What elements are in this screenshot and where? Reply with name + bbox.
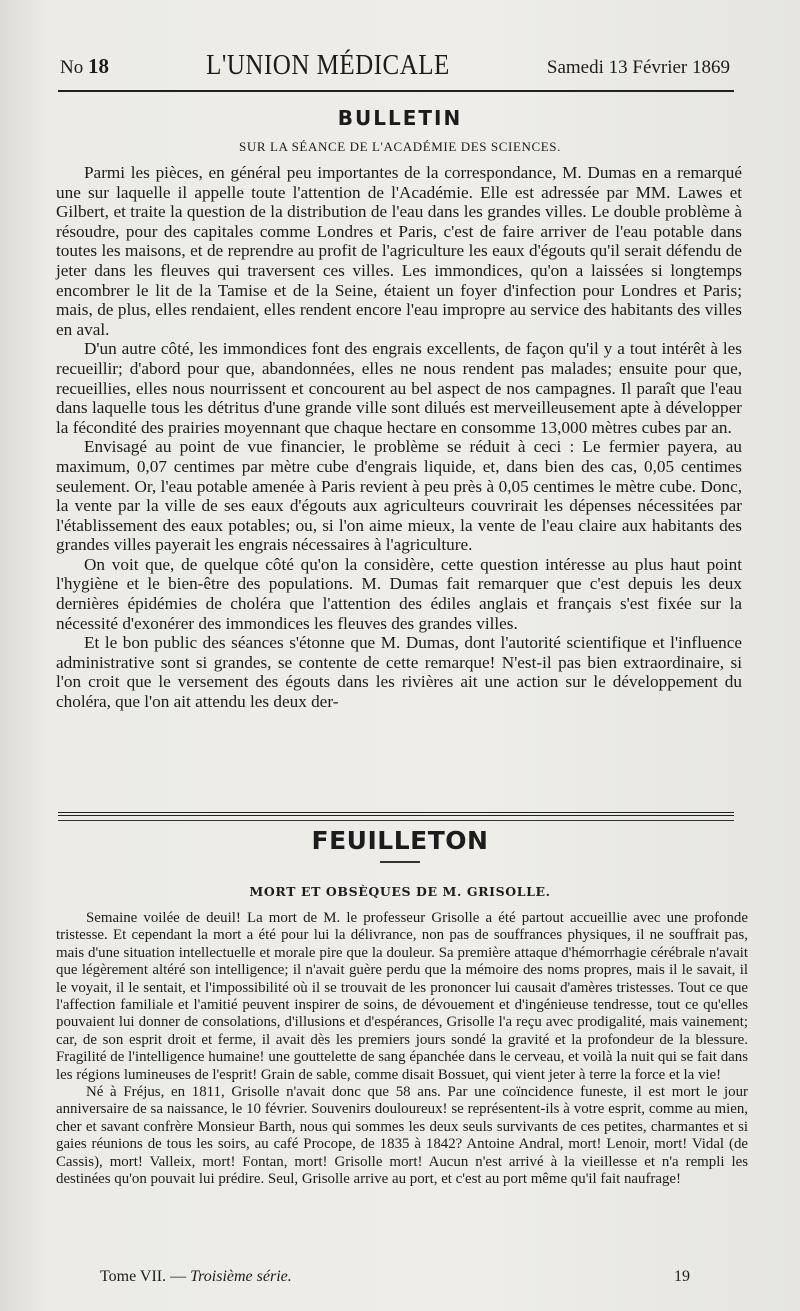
bulletin-paragraph: Envisagé au point de vue financier, le problème se réduit à ceci : Le fermier payera, au maximum, 0,07 centimes par mètre cube d'engrais liquide, et, dans bien des cas, 0,05 centimes seulement. Or, l'eau potable amenée à Paris revient à peu près à 0,05 centimes le mètre cube. Donc, la vente par la ville de ses eaux d'égouts aux agriculteurs couvrirait les dépenses nécessitées par l'établissement des eaux potables; ou, si l'on aime mieux, la vente de l'eau claire aux habitants des grandes villes payerait les engrais nécessaires à l'agriculture. (56, 437, 742, 555)
footer-serie: Troisième série. (190, 1268, 292, 1285)
feuilleton-subtitle: MORT ET OBSÈQUES DE M. GRISOLLE. (249, 884, 551, 899)
feuilleton-small-rule (380, 861, 420, 863)
bulletin-body (56, 163, 742, 712)
bulletin-subtitle: SUR LA SÉANCE DE L'ACADÉMIE DES SCIENCES. (239, 139, 561, 154)
bulletin-paragraph: Parmi les pièces, en général peu importantes de la correspondance, M. Dumas en a remarqué une sur laquelle il appelle toute l'attention de l'Académie. Elle est adressée par MM. Lawes et Gilbert, et traite la question de la distribution de l'eau dans les grandes villes. Le double problème à résoudre, pour des capitales comme Londres et Paris, c'est de faire arriver de l'eau potable dans toutes les maisons, et de reprendre au profit de l'agriculture les eaux d'égouts qu'il serait défendu de jeter dans les fleuves qui traversent ces villes. Les immondices, qu'on a laissées si longtemps encombrer le lit de la Tamise et de la Seine, étaient un foyer d'infection pour Londres et Paris; mais, de plus, elles rendaient, elles rendent encore l'eau impropre au service des habitants des villes en aval. (56, 163, 742, 339)
feuilleton-paragraph: Né à Fréjus, en 1811, Grisolle n'avait donc que 58 ans. Par une coïncidence funeste, il est mort le jour anniversaire de sa naissance, le 10 février. Souvenirs douloureux! se représentent-ils à votre esprit, comme au mien, cher et savant confrère Monsieur Barth, nous qui sommes les deux seuls survivants de ces petites, charmantes et si gaies réunions de tous les soirs, au café Procope, de 1835 à 1842? Antoine Andral, mort! Lenoir, mort! Vidal (de Cassis), mort! Valleix, mort! Fontan, mort! Grisolle mort! Aucun n'est arrivé à la vieillesse et n'a rempli les destinées qu'on pouvait lui prédire. Seul, Grisolle arrive au port, et c'est au port même qu'il fait naufrage! (56, 1084, 748, 1188)
page-footer (100, 1268, 690, 1286)
header-rule (58, 90, 734, 92)
page-number: 19 (674, 1268, 690, 1285)
feuilleton-paragraph: Semaine voilée de deuil! La mort de M. le professeur Grisolle a été partout accueillie avec une profonde tristesse. Et cependant la mort a été pour lui la délivrance, non pas de souffrances physiques, il ne souffrait pas, mais d'une situation intellectuelle et morale pire que la douleur. Sa première attaque d'hémorrhagie cérébrale n'avait que légèrement altéré son intelligence; il n'avait guère perdu que la mémoire des noms propres, mais il le savait, il le voyait, il le sentait, et l'impossibilité où il se trouvait de les prononcer lui causait d'amères tristesses. Tout ce que l'affection familiale et l'amitié peuvent inspirer de soins, de dévouement et d'ingénieuse tendresse, tout ce qu'elles pouvaient lui donner de consolations, d'illusions et d'espérances, Grisolle l'a reçu avec prodigalité, mais vainement; car, de son esprit droit et ferme, il avait dès les premiers jours sondé la gravité et la profondeur de la blessure. Fragilité de l'intelligence humaine! une gouttelette de sang épanchée dans le cerveau, et voilà la nuit qui se fait dans les régions lumineuses de l'esprit! Grain de sable, comme disait Bossuet, qui vient jeter à terre la force et la vie! (56, 910, 748, 1083)
feuilleton-separator (58, 812, 734, 816)
bulletin-paragraph: D'un autre côté, les immondices font des engrais excellents, de façon qu'il y a tout intérêt à les recueillir; d'abord pour que, abandonnées, elles ne nous rendent pas malades; ensuite pour que, recueillies, elles nous nourrissent et concourent au bel aspect de nos campagnes. Il paraît que l'eau dans laquelle tous les détritus d'une grande ville sont dilués est merveilleusement apte à développer la fécondité des prairies moyennant que chaque hectare en consomme 13,000 mètres cubes par an. (56, 339, 742, 437)
issue-number (60, 54, 109, 79)
bulletin-paragraph: On voit que, de quelque côté qu'on la considère, cette question intéresse au plus haut point l'hygiène et le bien-être des populations. M. Dumas fait remarquer que c'est depuis les deux dernières épidémies de choléra que l'attention des édiles anglais et français s'est fixée sur la nécessité d'exonérer des immondices les fleuves des grandes villes. (56, 554, 742, 633)
footer-tome (100, 1268, 292, 1286)
bulletin-title: BULLETIN (337, 106, 463, 130)
issue-date: Samedi 13 Février 1869 (546, 57, 730, 78)
bulletin-paragraph: Et le bon public des séances s'étonne que M. Dumas, dont l'autorité scientifique et l'influence administrative sont si grandes, se contente de cette remarque! N'est-il pas bien extraordinaire, si l'on croit que le versement des égouts dans les rivières ait une action sur le développement du choléra, que l'on ait attendu les deux der- (56, 633, 742, 712)
footer-tome-label: Tome VII. — (100, 1268, 187, 1285)
issue-number-value: 18 (87, 54, 109, 78)
issue-number-label: No (60, 57, 84, 78)
feuilleton-body (56, 910, 748, 1189)
journal-title: L'UNION MÉDICALE (206, 50, 450, 81)
feuilleton-title: FEUILLETON (311, 826, 489, 855)
feuilleton-separator-thin (58, 820, 734, 821)
page-header (60, 52, 730, 88)
